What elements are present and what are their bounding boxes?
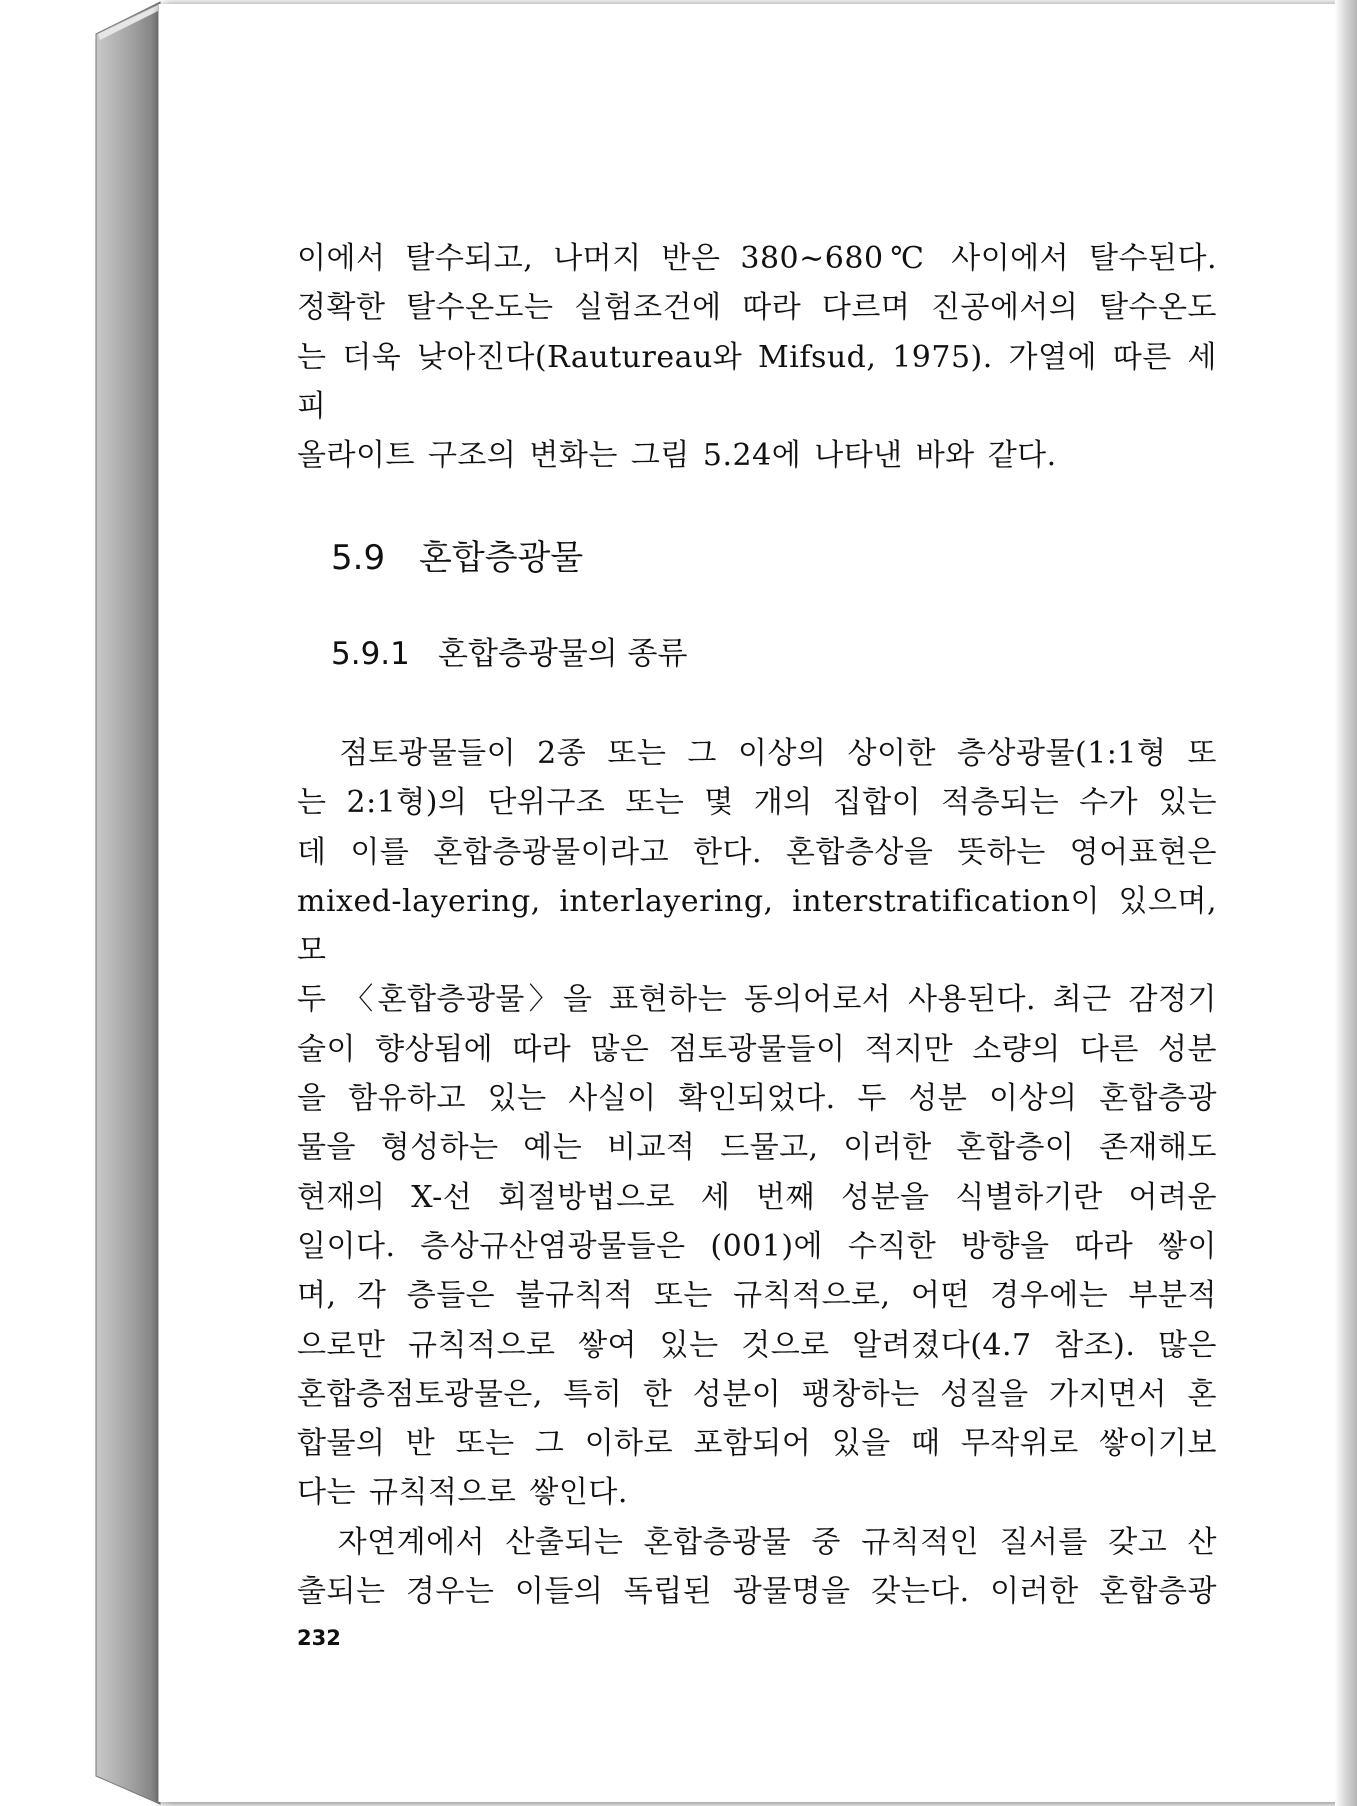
text-line: 두 〈혼합층광물〉을 표현하는 동의어로서 사용된다. 최근 감정기	[297, 982, 1217, 1018]
subsection-title: 혼합층광물의 종류	[438, 636, 688, 672]
text-line: 자연계에서 산출되는 혼합층광물 중 규칙적인 질서를 갖고 산	[297, 1524, 1217, 1560]
subsection-number: 5.9.1	[331, 636, 410, 672]
page-number: 232	[297, 1626, 341, 1650]
text-line: 정확한 탈수온도는 실험조건에 따라 다르며 진공에서의 탈수온도	[297, 290, 1217, 326]
book-spine	[0, 0, 170, 1806]
text-line: 현재의 X-선 회절방법으로 세 번째 성분을 식별하기란 어려운	[297, 1179, 1217, 1215]
text-line: mixed-layering, interlayering, interstratification이 있으며, 모	[297, 883, 1217, 969]
subsection-heading	[331, 628, 687, 673]
section-number: 5.9	[331, 538, 386, 578]
text-line: 혼합층점토광물은, 특히 한 성분이 팽창하는 성질을 가지면서 혼	[297, 1376, 1217, 1412]
body-paragraphs	[297, 729, 1217, 1616]
text-line: 일이다. 층상규산염광물들은 (001)에 수직한 방향을 따라 쌓이	[297, 1228, 1217, 1264]
text-line: 으로만 규칙적으로 쌓여 있는 것으로 알려졌다(4.7 참조). 많은	[297, 1327, 1217, 1363]
text-line: 며, 각 층들은 불규칙적 또는 규칙적으로, 어떤 경우에는 부분적	[297, 1278, 1217, 1314]
text-line: 이에서 탈수되고, 나머지 반은 380∼680℃ 사이에서 탈수된다.	[297, 241, 1217, 276]
text-line: 술이 향상됨에 따라 많은 점토광물들이 적지만 소량의 다른 성분	[297, 1031, 1217, 1067]
text-line: 는 2:1형)의 단위구조 또는 몇 개의 집합이 적층되는 수가 있는	[297, 785, 1217, 821]
text-line: 물을 형성하는 예는 비교적 드물고, 이러한 혼합층이 존재해도	[297, 1130, 1217, 1166]
section-heading	[331, 530, 583, 579]
section-title: 혼합층광물	[419, 538, 584, 578]
text-line: 데 이를 혼합층광물이라고 한다. 혼합층상을 뜻하는 영어표현은	[297, 834, 1217, 870]
intro-paragraph	[297, 234, 1217, 480]
text-line: 출되는 경우는 이들의 독립된 광물명을 갖는다. 이러한 혼합층광	[297, 1574, 1217, 1610]
text-line: 점토광물들이 2종 또는 그 이상의 상이한 층상광물(1:1형 또	[297, 736, 1218, 771]
text-line: 합물의 반 또는 그 이하로 포함되어 있을 때 무작위로 쌓이기보	[297, 1426, 1217, 1462]
text-line: 는 더욱 낮아진다(Rautureau와 Mifsud, 1975). 가열에 따른 세피	[297, 339, 1217, 424]
text-line: 을 함유하고 있는 사실이 확인되었다. 두 성분 이상의 혼합층광	[297, 1081, 1217, 1117]
text-line: 올라이트 구조의 변화는 그림 5.24에 나타낸 바와 같다.	[297, 438, 1057, 474]
page-edge-shadow	[1335, 0, 1357, 1806]
text-line: 다는 규칙적으로 쌓인다.	[297, 1475, 628, 1511]
